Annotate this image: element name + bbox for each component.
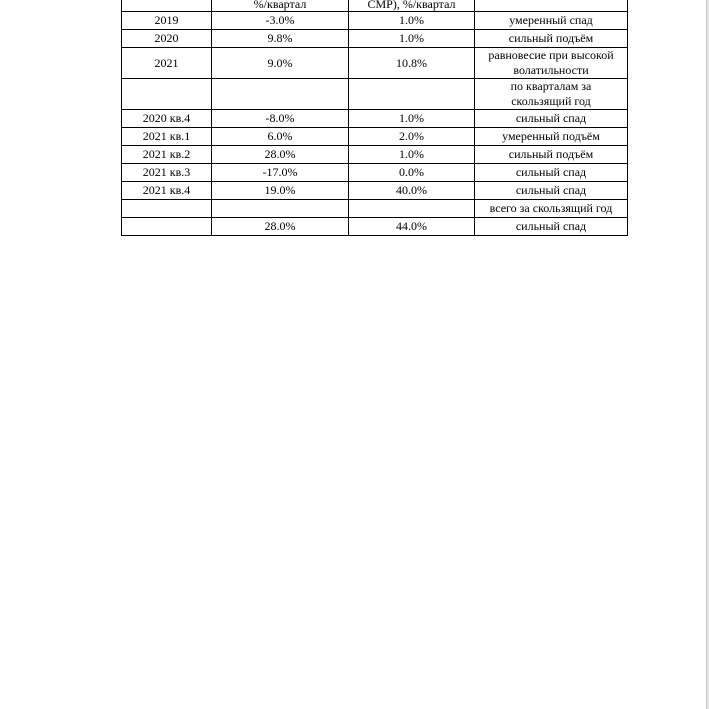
table-row (122, 182, 628, 200)
table-cell: 2021 кв.3 (122, 164, 212, 182)
table-cell (475, 0, 628, 12)
table-cell: 2021 (122, 48, 212, 79)
table-cell: -3.0% (212, 12, 349, 30)
table-cell: 2021 кв.4 (122, 182, 212, 200)
table-cell: 9.8% (212, 30, 349, 48)
table-cell: 0.0% (349, 164, 475, 182)
data-table (121, 0, 628, 236)
table-cell: сильный спад (475, 182, 628, 200)
table-cell (122, 0, 212, 12)
table-cell: 1.0% (349, 30, 475, 48)
table-cell (212, 79, 349, 110)
table-cell: всего за скользящий год (475, 200, 628, 218)
table-header-row (122, 0, 628, 12)
table-cell: %/квартал (212, 0, 349, 12)
table-row (122, 12, 628, 30)
table-cell: 2.0% (349, 128, 475, 146)
table-cell: равновесие при высокой волатильности (475, 48, 628, 79)
table-cell: 10.8% (349, 48, 475, 79)
table-cell (212, 200, 349, 218)
table-cell: 28.0% (212, 218, 349, 236)
table-row (122, 200, 628, 218)
table-cell: 2020 кв.4 (122, 110, 212, 128)
table-row (122, 164, 628, 182)
table-cell (122, 200, 212, 218)
table-cell: сильный спад (475, 164, 628, 182)
table-row (122, 79, 628, 110)
table-cell (122, 218, 212, 236)
table-row (122, 128, 628, 146)
table-cell: 40.0% (349, 182, 475, 200)
table-cell: 28.0% (212, 146, 349, 164)
table-cell: 1.0% (349, 146, 475, 164)
table-cell: умеренный спад (475, 12, 628, 30)
table-cell: сильный подъём (475, 146, 628, 164)
table-row (122, 48, 628, 79)
table-cell: 2019 (122, 12, 212, 30)
table-cell: -17.0% (212, 164, 349, 182)
table-cell: -8.0% (212, 110, 349, 128)
table-cell: сильный спад (475, 218, 628, 236)
table-cell: умеренный подъём (475, 128, 628, 146)
table-cell: сильный спад (475, 110, 628, 128)
table-cell: 2021 кв.1 (122, 128, 212, 146)
table-cell (349, 200, 475, 218)
table-row (122, 110, 628, 128)
table-cell: 1.0% (349, 12, 475, 30)
table-cell: 2020 (122, 30, 212, 48)
table-row (122, 30, 628, 48)
table-cell (122, 79, 212, 110)
table-cell: 44.0% (349, 218, 475, 236)
table-row (122, 218, 628, 236)
table-cell: 9.0% (212, 48, 349, 79)
table-cell: по кварталам за скользящий год (475, 79, 628, 110)
table-cell: 6.0% (212, 128, 349, 146)
table-cell: 19.0% (212, 182, 349, 200)
table-cell: 2021 кв.2 (122, 146, 212, 164)
table-row (122, 146, 628, 164)
table-cell (349, 79, 475, 110)
table-cell: 1.0% (349, 110, 475, 128)
table-cell: сильный подъём (475, 30, 628, 48)
table-cell: СМР), %/квартал (349, 0, 475, 12)
